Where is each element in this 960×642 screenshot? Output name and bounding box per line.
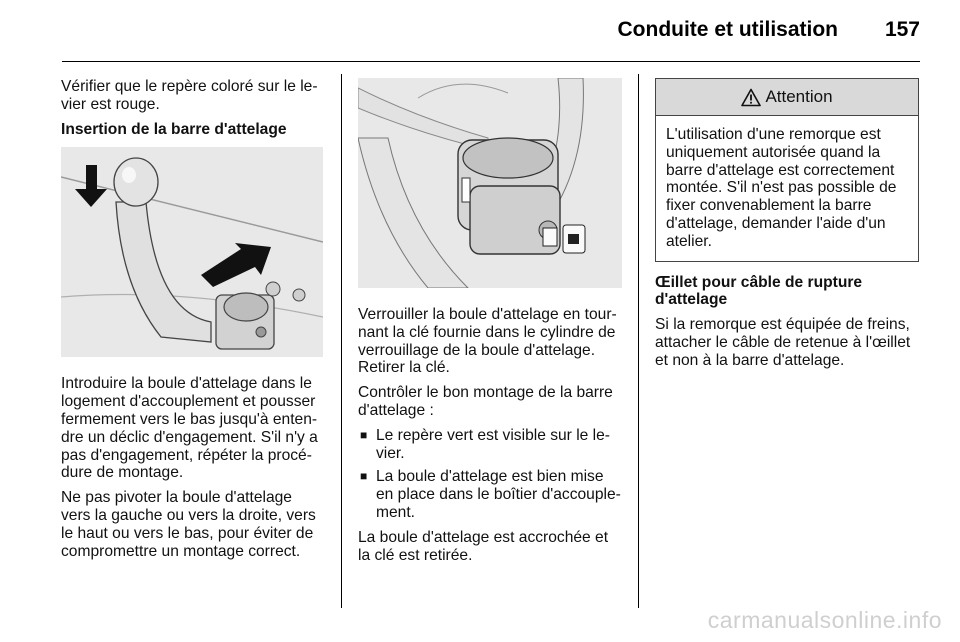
warning-title: Attention: [765, 87, 833, 107]
tow-bar-lock-figure: [358, 78, 622, 288]
break-cable-text: Si la remorque est équipée de freins, attacher le câble de retenue à l'œillet et non à la barre d'attelage.: [655, 316, 911, 369]
watermark: carmanualsonline.info: [707, 607, 942, 633]
lock-instructions: Verrouiller la boule d'attelage en tour- nant la clé fournie dans le cylindre de verrouillage de la boule d'attelage. Retirer la clé.: [358, 306, 617, 377]
bullet-square-icon: ■: [360, 469, 368, 484]
page-header-title: Conduite et utilisation: [617, 18, 838, 41]
final-check-text: La boule d'attelage est accrochée et la clé est retirée.: [358, 528, 609, 564]
warning-box: [655, 78, 919, 262]
rotation-warning-text: Ne pas pivoter la boule d'attelage vers la gauche ou vers la droite, vers le haut ou vers le bas, pour éviter de compromettre un montage correct.: [61, 489, 316, 560]
warning-header: [656, 79, 918, 116]
list-item: ■ La boule d'attelage est bien mise en place dans le boîtier d'accouple- ment.: [360, 468, 621, 521]
arrow-diagonal-icon: [61, 147, 323, 357]
section-heading-insertion: Insertion de la barre d'attelage: [61, 120, 287, 138]
list-item: ■ Le repère vert est visible sur le le- vier.: [360, 426, 611, 462]
column-3: [655, 78, 923, 377]
page-number: 157: [884, 18, 920, 41]
section-heading-break-cable: Œillet pour câble de rupture d'attelage: [655, 273, 863, 309]
warning-text: L'utilisation d'une remorque est uniquement autorisée quand la barre d'attelage est correctement montée. S'il n'est pas possible de fixer convenablement la barre d'attelage, demander l'aide d'un atelier.: [666, 126, 897, 250]
header-divider: [62, 61, 920, 62]
column-2: [358, 78, 624, 571]
key-icon: [358, 78, 622, 288]
column-1: [61, 78, 325, 567]
check-mounting-text: Contrôler le bon montage de la barre d'attelage :: [358, 384, 613, 419]
column-divider: [638, 74, 639, 608]
tow-bar-insertion-figure: [61, 147, 323, 357]
check-list: [358, 427, 624, 522]
warning-triangle-icon: [741, 88, 761, 107]
bullet-square-icon: ■: [360, 427, 368, 442]
insertion-instructions: Introduire la boule d'attelage dans le logement d'accouplement et pousser fermement vers le bas jusqu'à enten- dre un déclic d'engagement. S'il n'y a pas d'engagement, répéter la procé- dure de montage.: [61, 375, 318, 482]
column-divider: [341, 74, 342, 608]
lever-check-text: Vérifier que le repère coloré sur le le- vier est rouge.: [61, 78, 318, 113]
